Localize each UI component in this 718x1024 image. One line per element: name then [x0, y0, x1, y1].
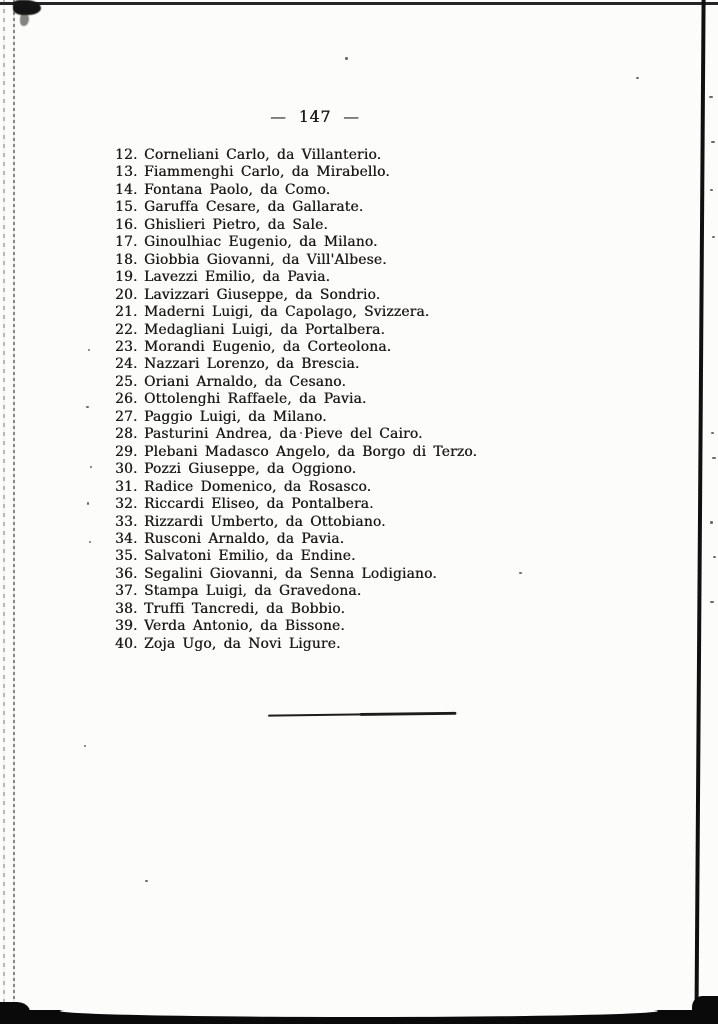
- entry-number: 33.: [115, 513, 138, 530]
- scan-speck: [711, 141, 715, 143]
- entry-number: 17.: [115, 234, 138, 251]
- entry-number: 14.: [115, 181, 138, 198]
- entry-text: Ginoulhiac Eugenio, da Milano.: [144, 234, 378, 251]
- entry-text: Rizzardi Umberto, da Ottobiano.: [144, 513, 386, 530]
- scan-speck: [709, 96, 713, 98]
- entry-number: 30.: [115, 461, 138, 478]
- scan-speck: [636, 77, 639, 79]
- list-item: [115, 164, 555, 181]
- entry-number: 26.: [115, 391, 138, 408]
- scan-speck: [710, 521, 713, 524]
- entry-number: 13.: [115, 164, 138, 181]
- list-item: [115, 566, 555, 583]
- scan-speck: [89, 541, 91, 543]
- entry-number: 18.: [115, 251, 138, 268]
- entry-number: 36.: [115, 565, 138, 582]
- list-item: [115, 182, 555, 199]
- entry-number: 16.: [115, 216, 138, 233]
- scan-speck: [84, 745, 86, 747]
- scan-binding-edge-outer: [3, 0, 5, 1024]
- entry-number: 37.: [115, 583, 138, 600]
- entry-number: 27.: [115, 408, 138, 425]
- page-number: — 147 —: [270, 108, 360, 126]
- entry-text: Giobbia Giovanni, da Vill'Albese.: [144, 251, 387, 268]
- entry-text: Lavezzi Emilio, da Pavia.: [144, 269, 331, 286]
- scan-speck: [710, 601, 714, 603]
- list-item: [115, 583, 555, 600]
- entry-text: Riccardi Eliseo, da Pontalbera.: [144, 496, 374, 513]
- entry-text: Stampa Luigi, da Gravedona.: [144, 583, 362, 600]
- entry-number: 23.: [115, 338, 138, 355]
- list-item: [115, 531, 555, 548]
- entry-text: Nazzari Lorenzo, da Brescia.: [144, 356, 360, 373]
- entry-text: Salvatoni Emilio, da Endine.: [144, 548, 356, 565]
- list-item: [115, 322, 555, 339]
- scan-speck: [88, 349, 90, 351]
- list-item: [115, 287, 555, 304]
- entry-number: 28.: [115, 426, 138, 443]
- entry-text: Ghislieri Pietro, da Sale.: [144, 216, 328, 233]
- ink-blob: [13, 0, 41, 15]
- list-item: [115, 601, 555, 618]
- list-item: [115, 199, 555, 216]
- list-item: [115, 636, 555, 653]
- scan-speck: [87, 502, 89, 505]
- entry-text: Zoja Ugo, da Novi Ligure.: [144, 635, 341, 652]
- entry-text: Verda Antonio, da Bissone.: [144, 618, 345, 635]
- entry-number: 39.: [115, 618, 138, 635]
- list-item: [115, 618, 555, 635]
- entry-number: 32.: [115, 496, 138, 513]
- end-of-list-divider: [268, 713, 364, 717]
- entry-text: Paggio Luigi, da Milano.: [144, 408, 327, 425]
- entry-text: Fiammenghi Carlo, da Mirabello.: [144, 164, 390, 181]
- list-item: [115, 479, 555, 496]
- scan-edge-right: [694, 0, 705, 1024]
- entry-number: 20.: [115, 286, 138, 303]
- entry-text: Morandi Eugenio, da Corteolona.: [144, 338, 392, 355]
- ink-blob-tail: [20, 13, 29, 26]
- entry-number: 15.: [115, 199, 138, 216]
- list-item: [115, 147, 555, 164]
- list-item: [115, 426, 555, 443]
- scan-speck: [712, 457, 716, 459]
- list-item: [115, 391, 555, 408]
- scan-speck: [345, 57, 348, 60]
- entry-text: Lavizzari Giuseppe, da Sondrio.: [144, 286, 381, 303]
- scan-corner-bottom-left: [0, 1002, 30, 1024]
- entry-number: 22.: [115, 321, 138, 338]
- scan-speck: [86, 406, 89, 408]
- entry-text: Medagliani Luigi, da Portalbera.: [144, 321, 386, 338]
- list-item: [115, 514, 555, 531]
- list-item: [115, 304, 555, 321]
- list-item: [115, 444, 555, 461]
- scan-speck: [145, 880, 148, 882]
- entry-number: 19.: [115, 269, 138, 286]
- scan-speck: [90, 466, 92, 468]
- list-item: [115, 461, 555, 478]
- list-item: [115, 339, 555, 356]
- scan-speck: [711, 432, 714, 434]
- entry-number: 24.: [115, 356, 138, 373]
- entry-number: 31.: [115, 478, 138, 495]
- entry-number: 29.: [115, 443, 138, 460]
- entry-number: 40.: [115, 635, 138, 652]
- entry-number: 35.: [115, 548, 138, 565]
- entry-number: 34.: [115, 530, 138, 547]
- list-item: [115, 217, 555, 234]
- entry-text: Garuffa Cesare, da Gallarate.: [144, 199, 364, 216]
- entry-text: Segalini Giovanni, da Senna Lodigiano.: [144, 565, 437, 582]
- entry-text: Fontana Paolo, da Como.: [144, 181, 331, 198]
- entry-number: 12.: [115, 147, 138, 163]
- scan-binding-edge: [13, 0, 15, 1024]
- entry-number: 25.: [115, 373, 138, 390]
- list-item: [115, 548, 555, 565]
- scan-edge-top: [0, 2, 718, 5]
- entry-number: 38.: [115, 600, 138, 617]
- scan-corner-bottom-right: [692, 996, 718, 1024]
- list-item: [115, 356, 555, 373]
- list-item: [115, 252, 555, 269]
- scan-speck: [710, 189, 713, 191]
- list-item: [115, 409, 555, 426]
- entry-text: Plebani Madasco Angelo, da Borgo di Terzo.: [144, 443, 478, 460]
- entry-text: Pozzi Giuseppe, da Oggiono.: [144, 461, 357, 478]
- entry-text: Maderni Luigi, da Capolago, Svizzera.: [144, 304, 430, 321]
- entry-text: Truffi Tancredi, da Bobbio.: [144, 600, 346, 617]
- entry-text: Radice Domenico, da Rosasco.: [144, 478, 372, 495]
- entry-text: Pasturini Andrea, da Pieve del Cairo.: [144, 426, 423, 443]
- entry-text: Rusconi Arnaldo, da Pavia.: [144, 530, 345, 547]
- scan-edge-bottom-curve: [60, 1005, 658, 1017]
- list-item: [115, 234, 555, 251]
- entry-text: Oriani Arnaldo, da Cesano.: [144, 373, 347, 390]
- list-item: [115, 496, 555, 513]
- name-roster-list: [115, 147, 555, 653]
- entry-text: Ottolenghi Raffaele, da Pavia.: [144, 391, 367, 408]
- entry-text: Corneliani Carlo, da Villanterio.: [144, 147, 382, 163]
- entry-number: 21.: [115, 304, 138, 321]
- list-item: [115, 374, 555, 391]
- scan-speck: [713, 556, 716, 558]
- list-item: [115, 269, 555, 286]
- scan-speck: [712, 236, 715, 238]
